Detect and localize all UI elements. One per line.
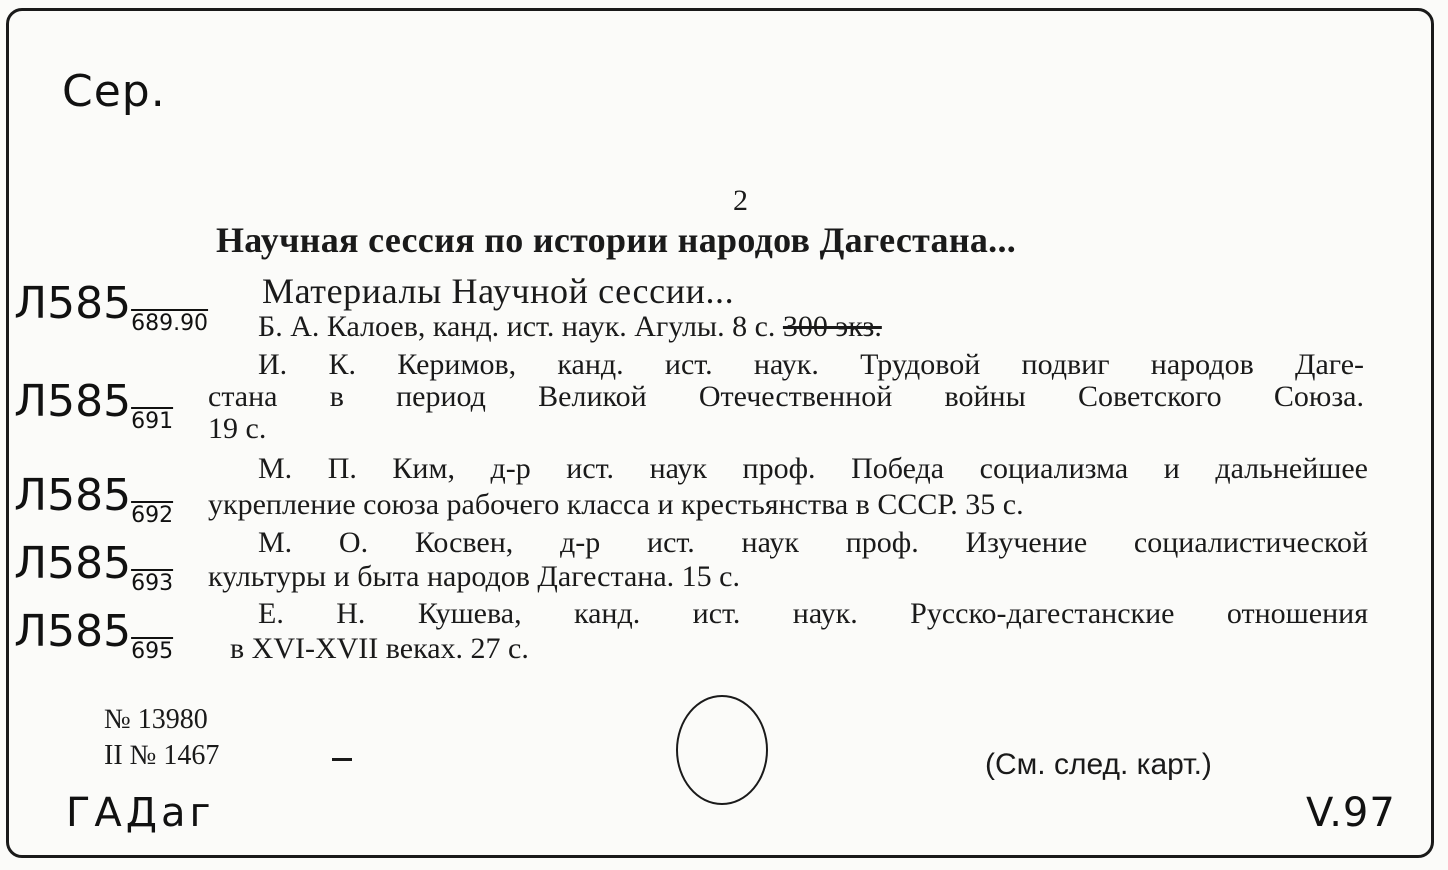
shelf-mark-code: Л585 bbox=[14, 278, 132, 329]
entry-copies: 300 экз. bbox=[782, 310, 882, 343]
shelf-mark-sub: 689.90 bbox=[131, 311, 209, 336]
entry-line: М. П. Ким, д-р ист. наук проф. Победа социализма и дальнейшее bbox=[258, 452, 1368, 485]
entry-text: Б. А. Калоев, канд. ист. наук. Агулы. bbox=[258, 310, 733, 343]
see-next-card: (См. след. карт.) bbox=[985, 748, 1212, 781]
shelf-mark-sub: 692 bbox=[131, 503, 174, 528]
shelf-mark-code: Л585 bbox=[14, 470, 132, 521]
entry-line: в XVI-XVII веках. 27 с. bbox=[230, 632, 529, 665]
divider bbox=[332, 758, 352, 761]
shelf-mark-code: Л585 bbox=[14, 376, 132, 427]
entry-line bbox=[258, 310, 882, 344]
card-number: 2 bbox=[733, 184, 748, 217]
entry-line: Е. Н. Кушева, канд. ист. наук. Русско-дагестанские отношения bbox=[258, 597, 1368, 630]
shelf-mark-sub: 693 bbox=[131, 571, 174, 596]
shelf-mark-sub: 691 bbox=[131, 409, 174, 434]
entry-line: культуры и быта народов Дагестана. 15 с. bbox=[208, 560, 740, 593]
shelf-mark bbox=[14, 538, 173, 596]
shelf-mark bbox=[14, 278, 208, 336]
shelf-mark bbox=[14, 606, 173, 664]
sub-title: Материалы Научной сессии... bbox=[262, 271, 735, 311]
entry-pages: 8 с. bbox=[732, 310, 783, 343]
punch-hole bbox=[676, 695, 768, 805]
shelf-mark-code: Л585 bbox=[14, 538, 132, 589]
shelf-mark bbox=[14, 470, 173, 528]
handwritten-volume-mark: V.97 bbox=[1306, 790, 1396, 836]
entry-line: укрепление союза рабочего класса и крестьянства в СССР. 35 с. bbox=[208, 488, 1024, 521]
record-number-secondary: II № 1467 bbox=[104, 740, 220, 771]
record-number: № 13980 bbox=[104, 704, 208, 735]
shelf-mark-sub: 695 bbox=[131, 639, 174, 664]
handwritten-series-note: Сер. bbox=[62, 66, 166, 117]
handwritten-archive-mark: ГАДаг bbox=[66, 790, 215, 836]
entry-line: стана в период Великой Отечественной войны Советского Союза. bbox=[208, 380, 1364, 413]
entry-line: И. К. Керимов, канд. ист. наук. Трудовой подвиг народов Даге- bbox=[258, 348, 1364, 381]
entry-line: 19 с. bbox=[208, 412, 267, 445]
entry-line: М. О. Косвен, д-р ист. наук проф. Изучение социалистической bbox=[258, 526, 1368, 559]
shelf-mark-code: Л585 bbox=[14, 606, 132, 657]
shelf-mark bbox=[14, 376, 173, 434]
main-title: Научная сессия по истории народов Дагестана... bbox=[216, 220, 1017, 260]
